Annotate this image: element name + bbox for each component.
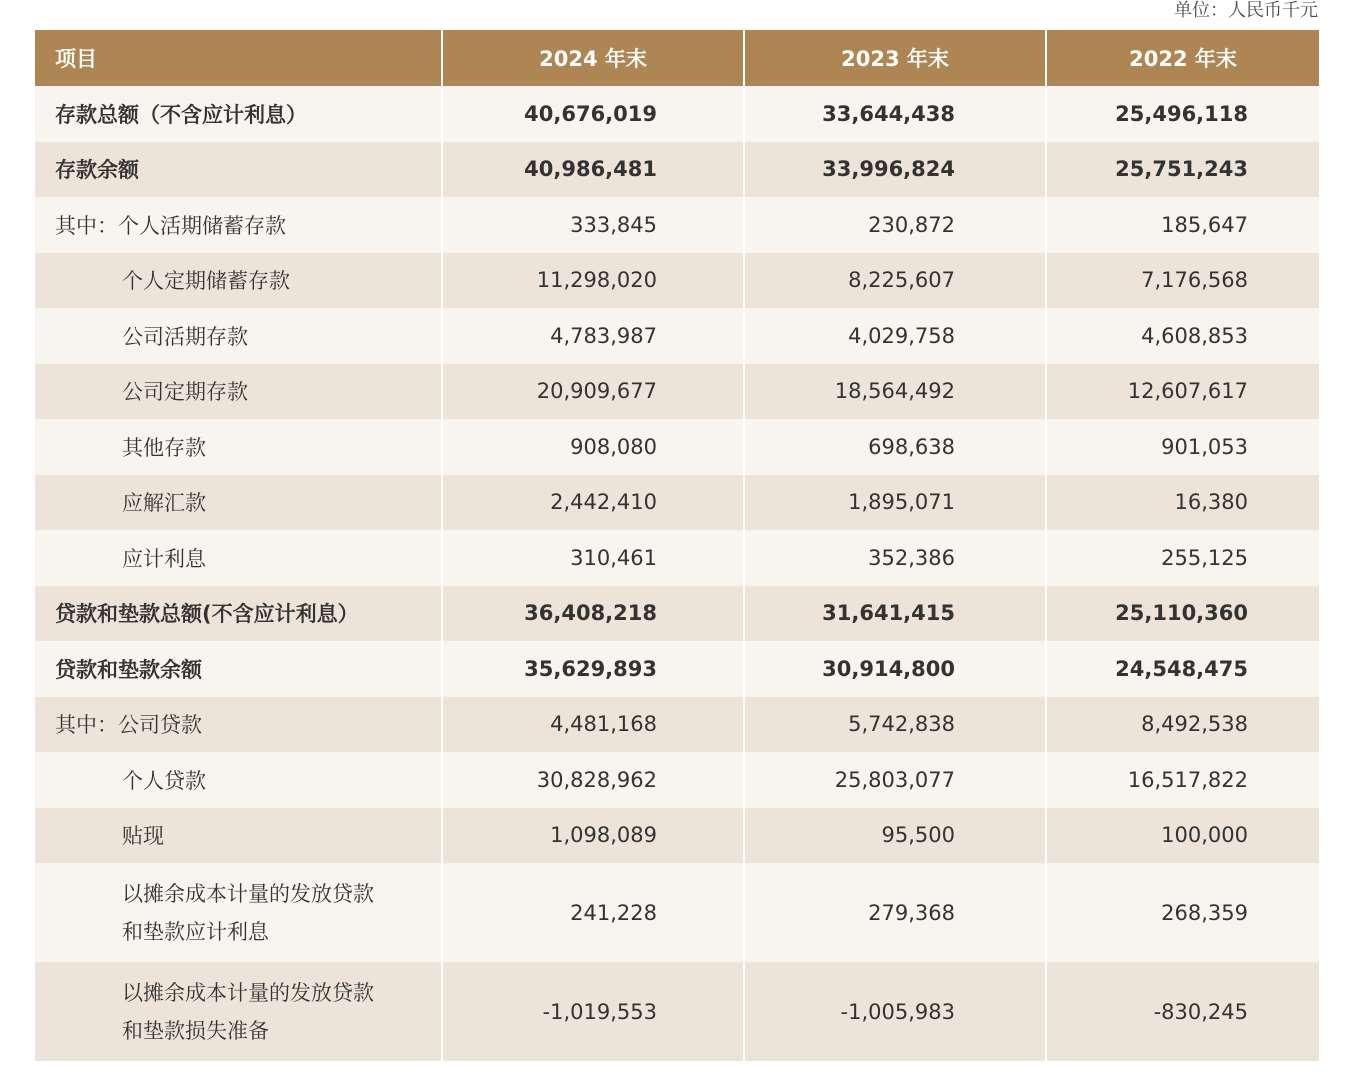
value-2022: 25,496,118	[1046, 86, 1319, 142]
header-item: 项目	[35, 30, 442, 86]
table-row	[35, 641, 1319, 697]
table-row	[35, 419, 1319, 475]
value-2024: 36,408,218	[442, 586, 744, 642]
table-row	[35, 752, 1319, 808]
header-row	[35, 30, 1319, 86]
header-2024: 2024 年末	[442, 30, 744, 86]
value-2024: 35,629,893	[442, 641, 744, 697]
table-row	[35, 962, 1319, 1061]
value-2023: 5,742,838	[744, 697, 1046, 753]
unit-note: 单位：人民币千元	[1174, 0, 1318, 21]
value-2023: 25,803,077	[744, 752, 1046, 808]
value-2024: 20,909,677	[442, 364, 744, 420]
value-2022: 100,000	[1046, 808, 1319, 864]
value-2022: 268,359	[1046, 863, 1319, 962]
table-row	[35, 586, 1319, 642]
value-2023: 279,368	[744, 863, 1046, 962]
value-2023: 33,644,438	[744, 86, 1046, 142]
table-row	[35, 364, 1319, 420]
table-row	[35, 808, 1319, 864]
table-row	[35, 863, 1319, 962]
value-2024: 908,080	[442, 419, 744, 475]
row-label: 应计利息	[35, 530, 442, 586]
value-2022: 7,176,568	[1046, 253, 1319, 309]
value-2024: 333,845	[442, 197, 744, 253]
row-label-line: 和垫款损失准备	[122, 1018, 269, 1043]
value-2022: 901,053	[1046, 419, 1319, 475]
row-label: 贴现	[35, 808, 442, 864]
row-label: 其中：公司贷款	[35, 697, 442, 753]
row-label-line: 以摊余成本计量的发放贷款	[122, 980, 374, 1005]
row-label: 存款总额（不含应计利息）	[35, 86, 442, 142]
table-row	[35, 697, 1319, 753]
row-label: 贷款和垫款余额	[35, 641, 442, 697]
table-row	[35, 475, 1319, 531]
row-label: 个人贷款	[35, 752, 442, 808]
value-2022: 8,492,538	[1046, 697, 1319, 753]
row-label: 贷款和垫款总额(不含应计利息）	[35, 586, 442, 642]
table-row	[35, 253, 1319, 309]
row-label: 其中：个人活期储蓄存款	[35, 197, 442, 253]
value-2023: 4,029,758	[744, 308, 1046, 364]
financial-table	[35, 30, 1319, 1061]
table-row	[35, 530, 1319, 586]
value-2023: 95,500	[744, 808, 1046, 864]
value-2024: 40,986,481	[442, 142, 744, 198]
row-label: 个人定期储蓄存款	[35, 253, 442, 309]
value-2022: 25,110,360	[1046, 586, 1319, 642]
value-2023: 8,225,607	[744, 253, 1046, 309]
value-2023: 31,641,415	[744, 586, 1046, 642]
row-label: 其他存款	[35, 419, 442, 475]
table-row	[35, 308, 1319, 364]
value-2022: 16,517,822	[1046, 752, 1319, 808]
value-2024: 2,442,410	[442, 475, 744, 531]
table-row	[35, 86, 1319, 142]
value-2022: 185,647	[1046, 197, 1319, 253]
value-2023: 30,914,800	[744, 641, 1046, 697]
row-label: 公司定期存款	[35, 364, 442, 420]
value-2022: 24,548,475	[1046, 641, 1319, 697]
row-label: 应解汇款	[35, 475, 442, 531]
row-label: 存款余额	[35, 142, 442, 198]
value-2022: 255,125	[1046, 530, 1319, 586]
value-2022: -830,245	[1046, 962, 1319, 1061]
row-label-line: 和垫款应计利息	[122, 919, 269, 944]
value-2023: 18,564,492	[744, 364, 1046, 420]
value-2024: 241,228	[442, 863, 744, 962]
row-label	[35, 962, 442, 1061]
value-2023: 33,996,824	[744, 142, 1046, 198]
table-row	[35, 197, 1319, 253]
value-2022: 12,607,617	[1046, 364, 1319, 420]
value-2023: 230,872	[744, 197, 1046, 253]
row-label-line: 以摊余成本计量的发放贷款	[122, 881, 374, 906]
table-body	[35, 86, 1319, 1061]
value-2024: 4,783,987	[442, 308, 744, 364]
value-2024: 1,098,089	[442, 808, 744, 864]
value-2024: 40,676,019	[442, 86, 744, 142]
value-2023: 1,895,071	[744, 475, 1046, 531]
row-label: 公司活期存款	[35, 308, 442, 364]
value-2024: -1,019,553	[442, 962, 744, 1061]
value-2022: 4,608,853	[1046, 308, 1319, 364]
header-2022: 2022 年末	[1046, 30, 1319, 86]
value-2022: 25,751,243	[1046, 142, 1319, 198]
table-row	[35, 142, 1319, 198]
value-2022: 16,380	[1046, 475, 1319, 531]
header-2023: 2023 年末	[744, 30, 1046, 86]
row-label	[35, 863, 442, 962]
value-2024: 30,828,962	[442, 752, 744, 808]
value-2023: 698,638	[744, 419, 1046, 475]
value-2023: 352,386	[744, 530, 1046, 586]
value-2023: -1,005,983	[744, 962, 1046, 1061]
value-2024: 310,461	[442, 530, 744, 586]
value-2024: 4,481,168	[442, 697, 744, 753]
value-2024: 11,298,020	[442, 253, 744, 309]
